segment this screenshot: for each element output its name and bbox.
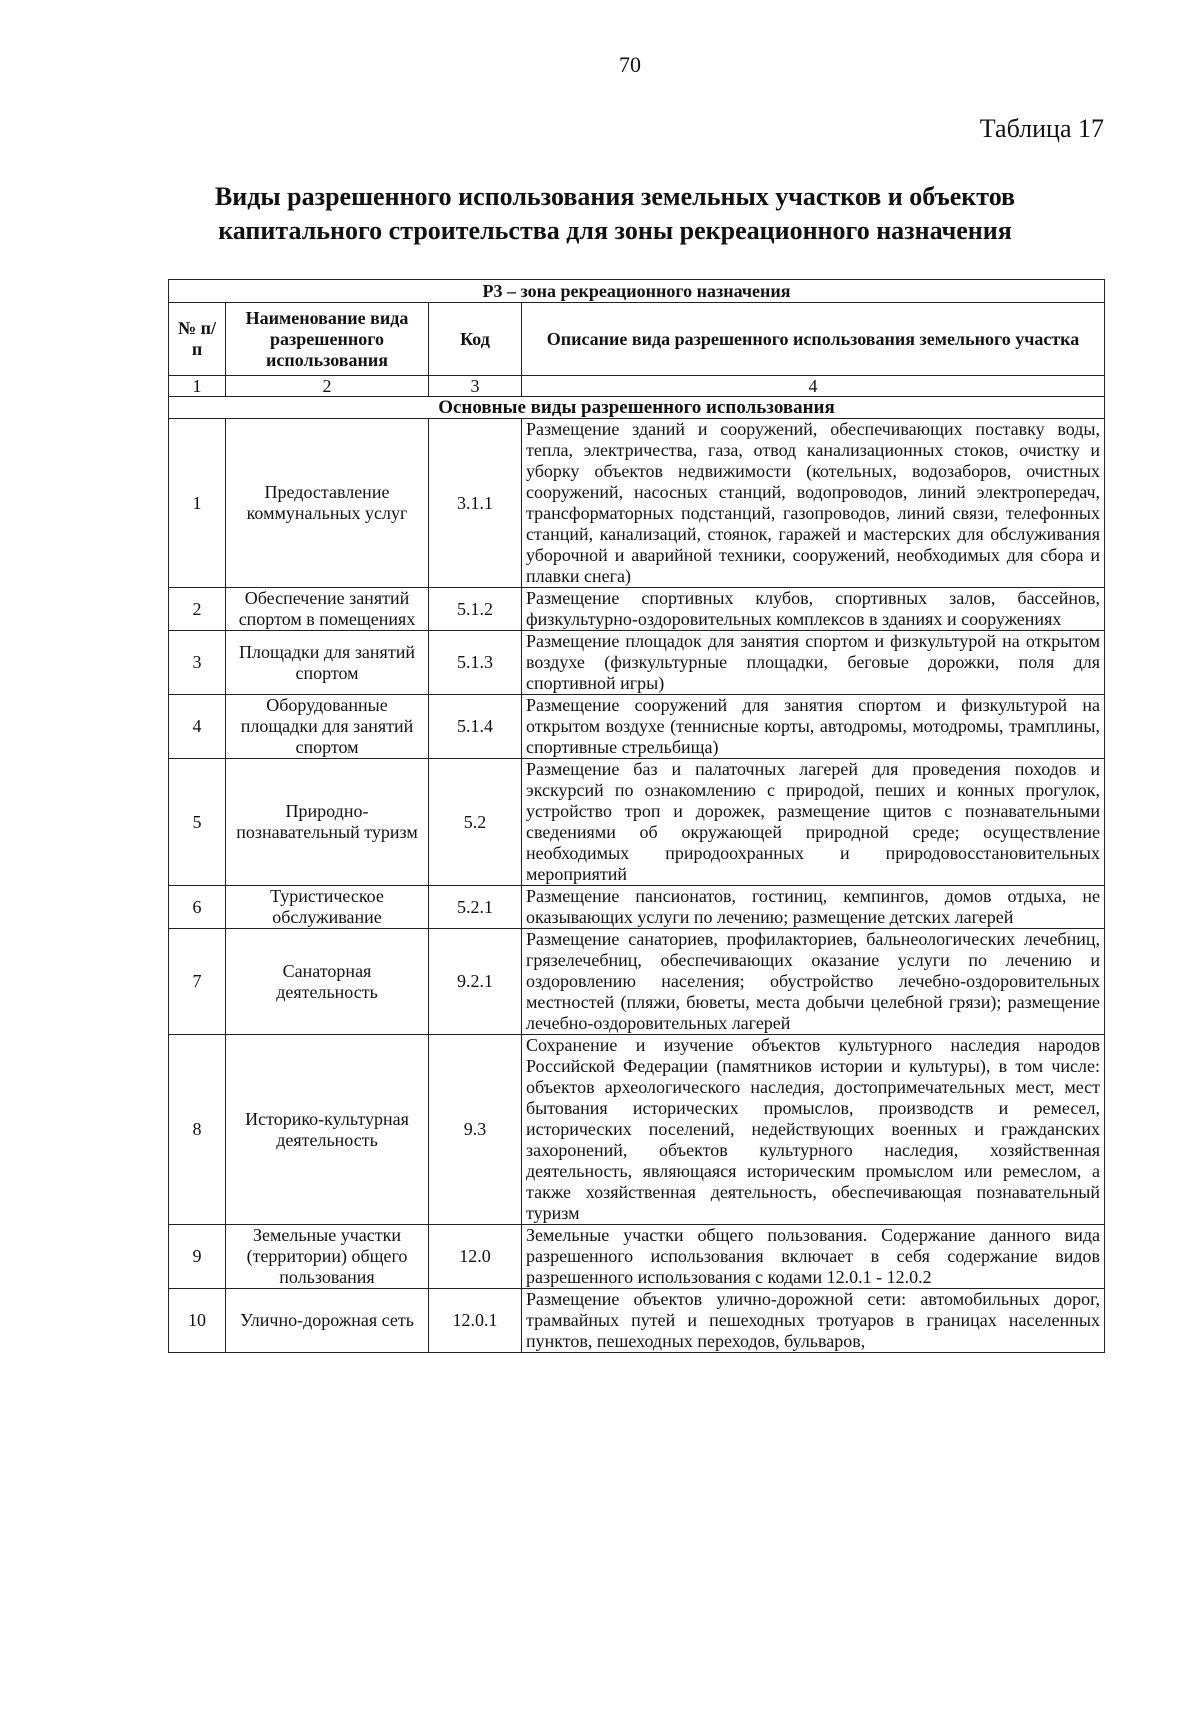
page-number: 70: [619, 52, 641, 77]
column-number: 2: [226, 376, 429, 397]
column-number: 1: [169, 376, 226, 397]
column-number: 3: [429, 376, 522, 397]
row-name: Улично-дорожная сеть: [226, 1289, 429, 1353]
row-name: Историко-культурная деятельность: [226, 1035, 429, 1225]
section-row: [169, 397, 1105, 419]
table-row: [169, 588, 1105, 631]
row-num: 8: [169, 1035, 226, 1225]
table-row: [169, 929, 1105, 1035]
row-desc: Размещение зданий и сооружений, обеспечивающих поставку воды, тепла, электричества, газа, отвод канализационных стоков, очистку и уборку объектов недвижимости (котельных, водозаборов, очистных сооружений, насосных станций, водопроводов, линий электропередач, трансформаторных подстанций, газопроводов, линий связи, телефонных станций, канализаций, стоянок, гаражей и мастерских для обслуживания уборочной и аварийной техники, сооружений, необходимых для сбора и плавки снега): [522, 419, 1105, 588]
table-caption: Таблица 17: [979, 114, 1104, 143]
table-row: [169, 759, 1105, 886]
zone-header: Р3 – зона рекреационного назначения: [169, 280, 1105, 303]
row-num: 2: [169, 588, 226, 631]
row-code: 5.2.1: [429, 886, 522, 929]
row-name: Туристическое обслуживание: [226, 886, 429, 929]
table-row: [169, 419, 1105, 588]
row-desc: Сохранение и изучение объектов культурного наследия народов Российской Федерации (памятников истории и культуры), в том числе: объектов археологического наследия, достопримечательных мест, мест бытования исторических промыслов, производств и ремесел, исторических поселений, недействующих военных и гражданских захоронений, объектов культурного наследия, хозяйственная деятельность, являющаяся историческим промыслом или ремеслом, а также хозяйственная деятельность, обеспечивающая познавательный туризм: [522, 1035, 1105, 1225]
row-code: 5.2: [429, 759, 522, 886]
column-number: 4: [522, 376, 1105, 397]
row-code: 12.0.1: [429, 1289, 522, 1353]
row-num: 1: [169, 419, 226, 588]
header-num: № п/п: [169, 303, 226, 376]
row-name: Площадки для занятий спортом: [226, 631, 429, 695]
row-num: 5: [169, 759, 226, 886]
row-num: 7: [169, 929, 226, 1035]
row-desc: Размещение площадок для занятия спортом и физкультурой на открытом воздухе (физкультурные площадки, беговые дорожки, поля для спортивной игры): [522, 631, 1105, 695]
title-line-2: капитального строительства для зоны рекреационного назначения: [218, 216, 1012, 245]
row-desc: Размещение сооружений для занятия спортом и физкультурой на открытом воздухе (теннисные корты, автодромы, мотодромы, трамплины, спортивные стрельбища): [522, 695, 1105, 759]
row-num: 10: [169, 1289, 226, 1353]
row-code: 9.2.1: [429, 929, 522, 1035]
table-row: [169, 631, 1105, 695]
row-code: 9.3: [429, 1035, 522, 1225]
row-code: 5.1.3: [429, 631, 522, 695]
header-desc: Описание вида разрешенного использования земельного участка: [522, 303, 1105, 376]
row-name: Природно-познавательный туризм: [226, 759, 429, 886]
row-desc: Размещение санаториев, профилакториев, бальнеологических лечебниц, грязелечебниц, обеспечивающих оказание услуги по лечению и оздоровлению населения; обустройство лечебно-оздоровительных местностей (пляжи, бюветы, места добычи целебной грязи); размещение лечебно-оздоровительных лагерей: [522, 929, 1105, 1035]
row-name: Земельные участки (территории) общего пользования: [226, 1225, 429, 1289]
row-code: 12.0: [429, 1225, 522, 1289]
row-desc: Земельные участки общего пользования. Содержание данного вида разрешенного использования включает в себя содержание видов разрешенного использования с кодами 12.0.1 - 12.0.2: [522, 1225, 1105, 1289]
table-row: [169, 886, 1105, 929]
section-title: Основные виды разрешенного использования: [169, 397, 1105, 419]
row-num: 3: [169, 631, 226, 695]
row-num: 9: [169, 1225, 226, 1289]
row-name: Оборудованные площадки для занятий спортом: [226, 695, 429, 759]
row-num: 6: [169, 886, 226, 929]
header-name: Наименование вида разрешенного использования: [226, 303, 429, 376]
row-name: Обеспечение занятий спортом в помещениях: [226, 588, 429, 631]
document-title: [150, 180, 1080, 248]
row-name: Предоставление коммунальных услуг: [226, 419, 429, 588]
column-number-row: [169, 376, 1105, 397]
row-code: 3.1.1: [429, 419, 522, 588]
row-num: 4: [169, 695, 226, 759]
row-desc: Размещение баз и палаточных лагерей для проведения походов и экскурсий по ознакомлению с природой, пеших и конных прогулок, устройство троп и дорожек, размещение щитов с познавательными сведениями об окружающей природной среде; осуществление необходимых природоохранных и природовосстановительных мероприятий: [522, 759, 1105, 886]
header-code: Код: [429, 303, 522, 376]
table-row: [169, 695, 1105, 759]
row-code: 5.1.4: [429, 695, 522, 759]
row-desc: Размещение пансионатов, гостиниц, кемпингов, домов отдыха, не оказывающих услуги по лечению; размещение детских лагерей: [522, 886, 1105, 929]
table-row: [169, 1289, 1105, 1353]
table-row: [169, 1225, 1105, 1289]
land-use-table: [168, 279, 1105, 1353]
row-code: 5.1.2: [429, 588, 522, 631]
row-desc: Размещение спортивных клубов, спортивных залов, бассейнов, физкультурно-оздоровительных комплексов в зданиях и сооружениях: [522, 588, 1105, 631]
title-line-1: Виды разрешенного использования земельных участков и объектов: [214, 182, 1016, 211]
zone-header-row: [169, 280, 1105, 303]
column-header-row: [169, 303, 1105, 376]
table-row: [169, 1035, 1105, 1225]
row-name: Санаторная деятельность: [226, 929, 429, 1035]
row-desc: Размещение объектов улично-дорожной сети: автомобильных дорог, трамвайных путей и пешеходных тротуаров в границах населенных пунктов, пешеходных переходов, бульваров,: [522, 1289, 1105, 1353]
